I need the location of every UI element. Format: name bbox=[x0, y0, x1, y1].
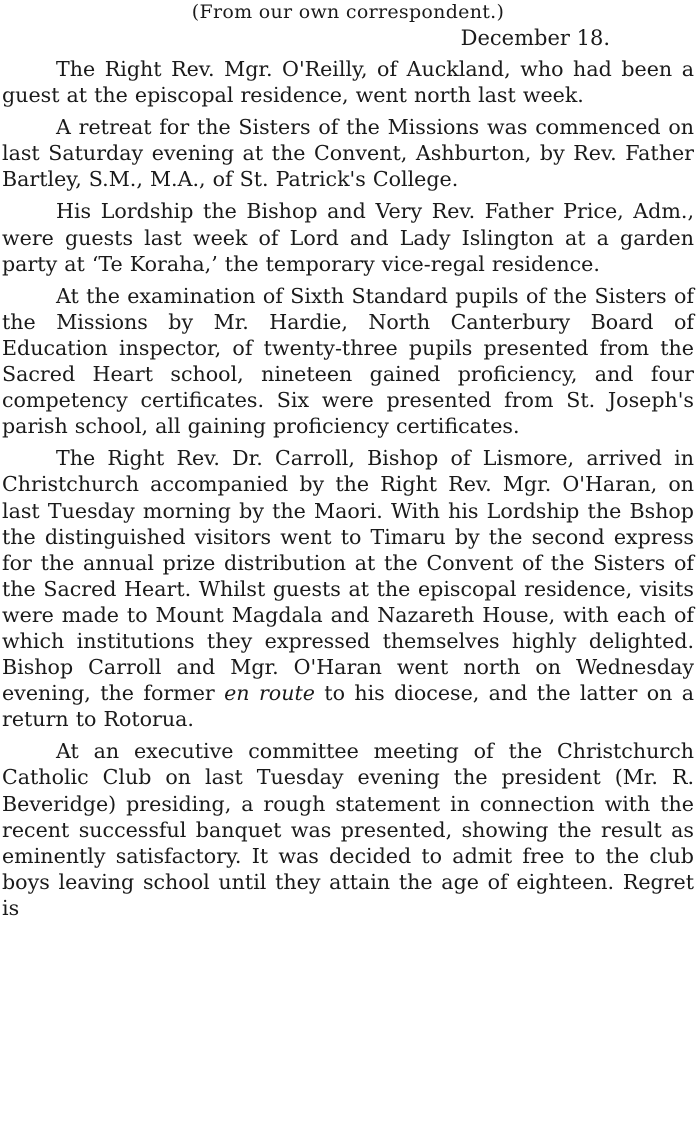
carroll-text-part-2: to his diocese, and the latter on a return to Rotorua. bbox=[2, 681, 695, 732]
correspondent-byline: (From our own correspondent.) bbox=[191, 1, 505, 23]
dateline: December 18. bbox=[460, 26, 610, 50]
paragraph-oreilly: The Right Rev. Mgr. O'Reilly, of Auckland, who had been a guest at the episcopal residence, went north last week. bbox=[2, 57, 694, 108]
paragraph-retreat: A retreat for the Sisters of the Missions was commenced on last Saturday evening at the Convent, Ashburton, by Rev. Father Bartley, S.M., M.A., of St. Patrick's College. bbox=[2, 115, 694, 192]
paragraph-garden-party: His Lordship the Bishop and Very Rev. Father Price, Adm., were guests last week of Lord and Lady Islington at a garden party at ‘Te Koraha,’ the temporary vice-regal residence. bbox=[2, 199, 694, 276]
paragraph-examination: At the examination of Sixth Standard pupils of the Sisters of the Missions by Mr. Hardie, North Canterbury Board of Education inspector, of twenty-three pupils presented from the Sacred Heart school, nineteen gained proficiency, and four competency certificates. Six were presented from St. Joseph's parish school, all gaining proficiency certificates. bbox=[2, 283, 694, 439]
paragraph-carroll-visit bbox=[2, 445, 694, 732]
paragraph-catholic-club: At an executive committee meeting of the Christchurch Catholic Club on last Tuesday evening the president (Mr. R. Beveridge) presiding, a rough statement in connection with the recent successful banquet was presented, showing the result as eminently satisfactory. It was decided to admit free to the club boys leaving school until they attain the age of eighteen. Regret is bbox=[2, 739, 694, 920]
carroll-text-part-1: The Right Rev. Dr. Carroll, Bishop of Lismore, arrived in Christchurch accompanied by the Right Rev. Mgr. O'Haran, on last Tuesday morning by the Maori. With his Lordship the Bshop the distinguished visitors went to Timaru by the second express for the annual prize distribution at the Convent of the Sisters of the Sacred Heart. Whilst guests at the episcopal residence, visits were made to Mount Magdala and Nazareth House, with each of which institutions they expressed themselves highly delighted. Bishop Carroll and Mgr. O'Haran went north on Wednesday evening, the former bbox=[2, 446, 694, 706]
carroll-italic-phrase: en route bbox=[224, 681, 315, 706]
